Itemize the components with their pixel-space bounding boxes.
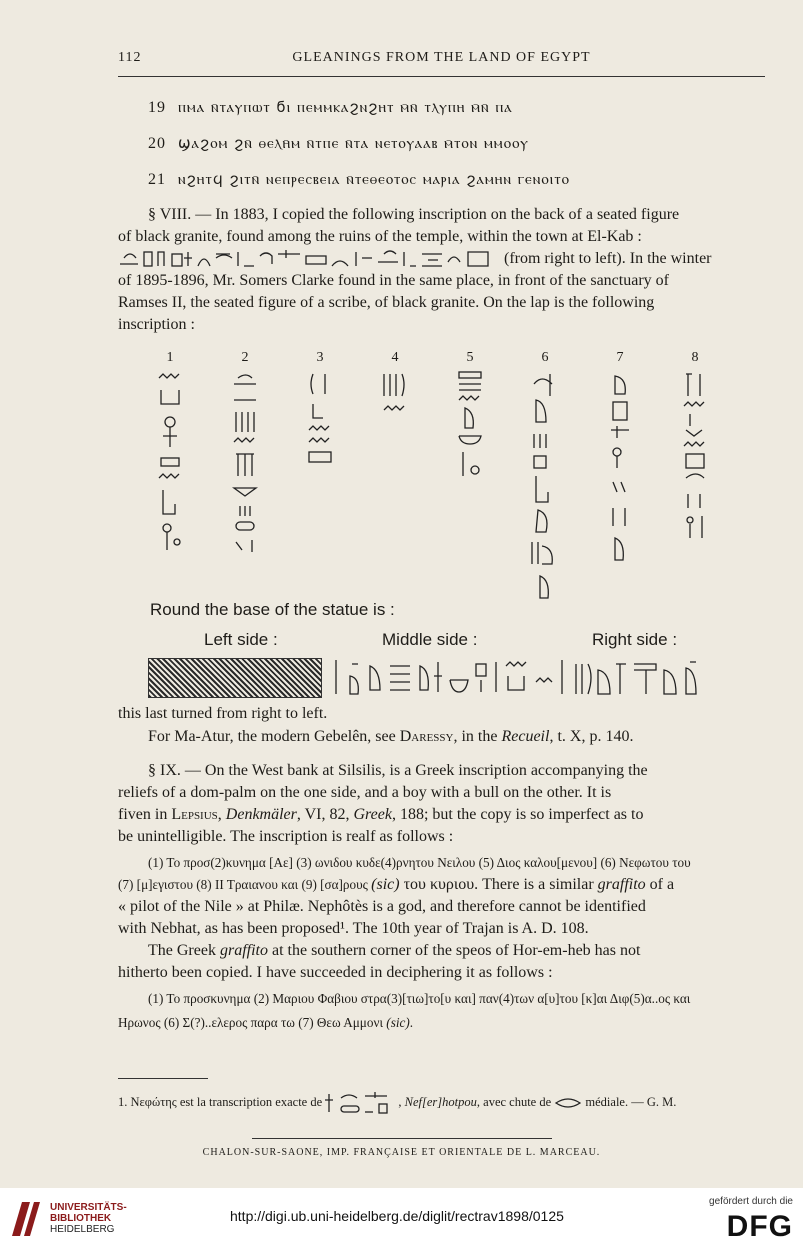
- coptic-line-20: [148, 134, 768, 153]
- greek-inscription-line-1: (1) Το προσ(2)κυνημα [Αε] (3) ωνιδου κυδε(4)ρνητου Νειλου (5) Διος καλου[μενου] (6) Νεφωτου του: [148, 855, 691, 870]
- univ-line-1: UNIVERSITÄTS-: [50, 1202, 127, 1213]
- column-glyphs: [305, 370, 335, 490]
- greek-inscription-line-2: [118, 874, 766, 896]
- section-8-line-3: [118, 248, 766, 270]
- section-9-line-5: « pilot of the Nile » at Philæ. Nephôtès is a god, and therefore cannot be identified: [118, 898, 646, 915]
- graffito-term: graffito: [597, 876, 646, 893]
- column-number: 2: [241, 350, 249, 365]
- column-number: 1: [166, 350, 174, 365]
- text-run: ,: [217, 806, 226, 823]
- column-5: [450, 350, 490, 490]
- text-run: , avec chute de: [476, 1094, 555, 1109]
- base-hieroglyph-band: [330, 656, 730, 698]
- column-8: [675, 350, 715, 550]
- text-run: at the southern corner of the speos of Hor-em-heb has not: [267, 942, 641, 959]
- section-9-line-6: with Nebhat, as has been proposed¹. The 10th year of Trajan is A. D. 108.: [118, 920, 589, 937]
- column-number: 7: [616, 350, 624, 365]
- column-3: [300, 350, 340, 490]
- footnote-transliteration: Nef[er]hotpou: [404, 1094, 477, 1109]
- column-number: 8: [691, 350, 699, 365]
- footnote-hieroglyphs: [325, 1090, 395, 1116]
- text-run: 1. Νεφώτης est la transcription exacte de: [118, 1094, 326, 1109]
- section-8-line-6: inscription :: [118, 316, 195, 333]
- text-run: , t. X, p. 140.: [549, 728, 634, 745]
- funded-by-label: gefördert durch die: [709, 1196, 793, 1207]
- hieroglyph-inline-inscription: [118, 248, 500, 270]
- page-number: 112: [118, 50, 142, 65]
- dfg-logo[interactable]: DFG: [726, 1210, 793, 1243]
- greek-text: Ηρωνος (6) Σ(?)..ελερος παρα τω (7) Θεω Αμμονι: [118, 1015, 387, 1030]
- coptic-line-21: [148, 170, 768, 189]
- base-note-line: this last turned from right to left.: [118, 705, 328, 722]
- column-glyphs: [605, 370, 635, 580]
- column-glyphs: [528, 370, 562, 620]
- permalink-url[interactable]: http://digi.ub.uni-heidelberg.de/diglit/rectrav1898/0125: [230, 1208, 564, 1224]
- university-library-label: [50, 1202, 127, 1235]
- text-run: ,: [398, 1094, 405, 1109]
- section-9-line-8: hitherto been copied. I have succeeded in deciphering it as follows :: [118, 964, 553, 981]
- imprint-text: CHALON-SUR-SAONE, IMP. FRANÇAISE ET ORIENTALE DE L. MARCEAU.: [202, 1147, 601, 1158]
- imprint-rule: [252, 1138, 552, 1139]
- printer-imprint: [0, 1138, 803, 1158]
- section-8-line-1: § VIII. — In 1883, I copied the following inscription on the back of a seated figure: [148, 206, 680, 223]
- footnote-rule: [118, 1078, 208, 1079]
- column-2: [225, 350, 265, 560]
- univ-line-3: HEIDELBERG: [50, 1224, 115, 1235]
- column-glyphs: [230, 370, 260, 560]
- section-8-line-4: of 1895-1896, Mr. Somers Clarke found in the same place, in front of the sanctuary of: [118, 272, 669, 289]
- running-title: GLEANINGS FROM THE LAND OF EGYPT: [292, 50, 591, 65]
- work-denkmaler: Denkmäler: [225, 806, 297, 823]
- sic-mark: (sic): [371, 876, 400, 893]
- base-heading: Round the base of the statue is :: [150, 600, 395, 619]
- text-run: of a: [645, 876, 675, 893]
- column-glyphs: [680, 370, 710, 550]
- author-daressy: Daressy: [399, 728, 454, 745]
- right-side-label: Right side :: [592, 630, 678, 649]
- section-greek: Greek: [353, 806, 392, 823]
- text-run: , VI, 82,: [296, 806, 354, 823]
- section-9-line-4: be unintelligible. The inscription is realf as follows :: [118, 828, 454, 845]
- section-9-line-7: [118, 940, 766, 962]
- middle-side-label: Middle side :: [382, 630, 478, 649]
- left-side-label: Left side :: [204, 630, 278, 649]
- column-number: 6: [541, 350, 549, 365]
- author-lepsius: Lepsius: [171, 806, 218, 823]
- text-run: .: [409, 1015, 414, 1030]
- running-header: [118, 50, 765, 74]
- digitization-footer: [0, 1188, 803, 1248]
- coptic-text: ⲡⲙⲁ ⲛ̄ⲧⲁⲩⲡⲱⲧ ϭⲓ ⲡⲉⲙⲙⲕⲁϩⲛϩⲏⲧ ⲙ̄ⲛ̄ ⲧⲗⲩⲡⲏ ⲙ̄ⲛ̄ ⲡⲁ: [178, 98, 513, 116]
- column-number: 3: [316, 350, 324, 365]
- text-run: του κυριου. There is a similar: [399, 876, 598, 893]
- text-run: For Ma-Atur, the modern Gebelên, see: [148, 728, 400, 745]
- graffito-term: graffito: [219, 942, 268, 959]
- column-4: [375, 350, 415, 450]
- ma-atur-line: [118, 726, 766, 748]
- univ-line-2: BIBLIOTHEK: [50, 1213, 112, 1224]
- section-9-line-2: reliefs of a dom-palm on the one side, and a boy with a bull on the other. It is: [118, 784, 612, 801]
- footnote: [118, 1090, 768, 1116]
- text-run: , in the: [453, 728, 502, 745]
- line-number: 19: [148, 99, 166, 116]
- greek-text: (7) [μ]εγιστου (8) ΙΙ Τραιανου και (9) [σα]ρους: [118, 877, 372, 892]
- greek-inscription-line-3: (1) Το προσκυνημα (2) Μαριου Φαβιου στρα(3)[τιω]το[υ και] παν(4)των α[υ]του [κ]αι Διφ(5)α..ος και: [148, 991, 691, 1006]
- coptic-text: ϣⲁϩⲟⲙ ϩⲛ̄ ⲑⲉⲗⲏ̄ⲙ ⲛ̄ⲧⲡⲉ ⲛ̄ⲧⲁ ⲛⲉⲧⲟⲩⲁⲁⲃ ⲙ̄ⲧⲟⲛ ⲙⲙⲟⲟⲩ: [178, 134, 529, 152]
- line-number: 20: [148, 135, 166, 152]
- section-8-line-2: of black granite, found among the ruins of the temple, within the town at El-Kab :: [118, 228, 642, 245]
- section-8-line-5: Ramses II, the seated figure of a scribe, of black granite. On the lap is the following: [118, 294, 655, 311]
- hatched-damaged-area: [148, 658, 322, 698]
- greek-inscription-line-4: [118, 1012, 766, 1034]
- text-run: , 188; but the copy is so imperfect as to: [391, 806, 644, 823]
- mouth-hieroglyph: [554, 1097, 582, 1109]
- coptic-text: ⲛϩⲏⲧϥ ϩⲓⲧⲛ̄ ⲛⲉⲡⲣⲉⲥⲃⲉⲓⲁ ⲛ̄ⲧⲉⲑⲉⲟⲧⲟⲥ ⲙⲁⲣⲓⲁ ϩⲁⲙⲏⲛ ⲅⲉⲛⲟⲓⲧⲟ: [178, 170, 570, 188]
- header-rule: [118, 76, 765, 77]
- coptic-line-19: [148, 98, 768, 117]
- text-run: The Greek: [148, 942, 220, 959]
- column-7: [600, 350, 640, 580]
- sic-mark: (sic): [386, 1015, 410, 1030]
- column-glyphs: [455, 370, 485, 490]
- column-6: [525, 350, 565, 620]
- column-number: 4: [391, 350, 399, 365]
- hieroglyph-columns: [150, 350, 750, 600]
- journal-recueil: Recueil: [501, 728, 550, 745]
- heidelberg-logo-icon[interactable]: [8, 1198, 44, 1240]
- section-8-line-3-text: (from right to left). In the winter: [504, 250, 712, 267]
- section-9-line-1: § IX. — On the West bank at Silsilis, is a Greek inscription accompanying the: [148, 762, 648, 779]
- column-glyphs: [380, 370, 410, 450]
- text-run: fiven in: [118, 806, 172, 823]
- column-glyphs: [155, 370, 185, 560]
- section-9-line-3: [118, 804, 766, 826]
- text-run: médiale. — G. M.: [585, 1094, 677, 1109]
- column-number: 5: [466, 350, 474, 365]
- column-1: [150, 350, 190, 560]
- line-number: 21: [148, 171, 166, 188]
